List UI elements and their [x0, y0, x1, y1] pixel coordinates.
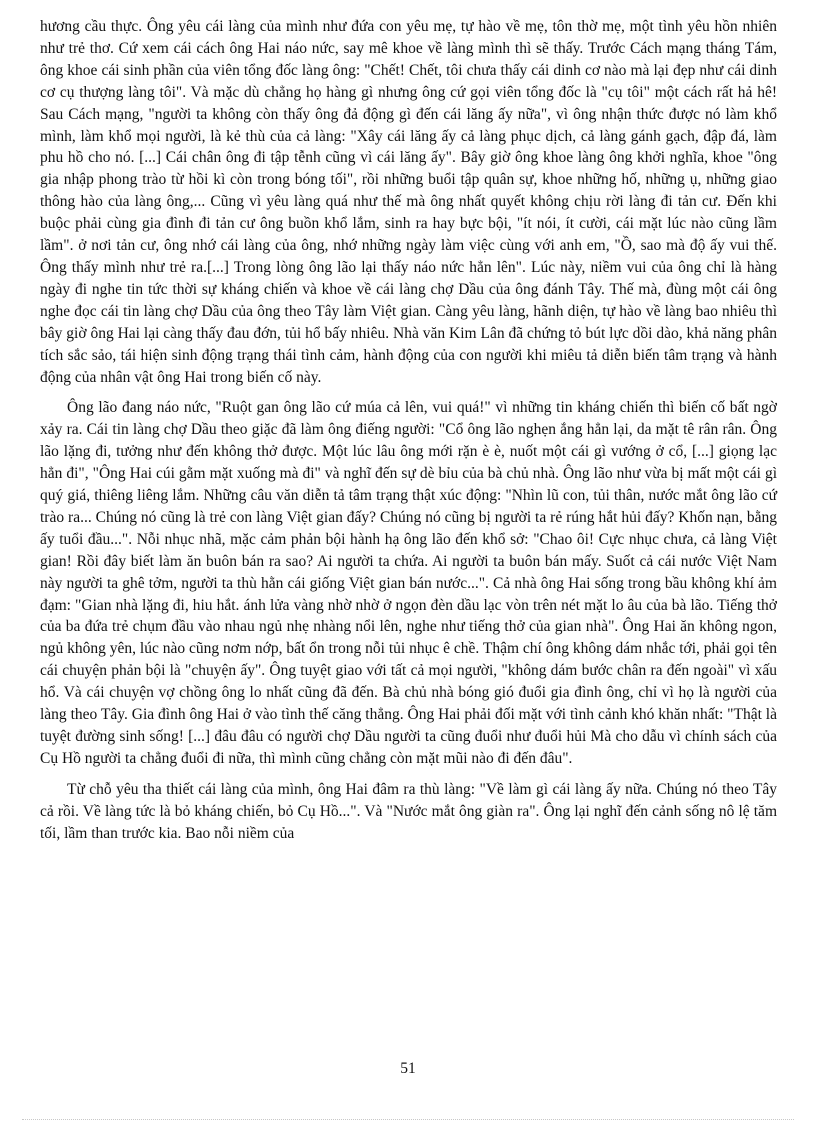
document-body	[40, 16, 777, 854]
page-number: 51	[400, 1060, 416, 1077]
paragraph-3: Từ chỗ yêu tha thiết cái làng của mình, ông Hai đâm ra thù làng: "Về làm gì cái làng ấy nữa. Chúng nó theo Tây cả rồi. Về làng tức là bỏ kháng chiến, bỏ Cụ Hồ...". Và "Nước mắt ông giàn ra". Ông lại nghĩ đến cảnh sống nô lệ tăm tối, lầm than trước kia. Bao nỗi niềm của	[40, 780, 777, 842]
paragraph-2: Ông lão đang náo nức, "Ruột gan ông lão cứ múa cả lên, vui quá!" vì những tin kháng chiến thì biến cố bất ngờ xảy ra. Cái tin làng chợ Dầu theo giặc đã làm ông điếng người: "Cổ ông lão nghẹn ắng hẳn lại, da mặt tê rân rân. Ông lão lặng đi, tưởng như đến không thở được. Một lúc lâu ông mới rặn è è, nuốt một cái gì vướng ở cổ, [...] giọng lạc hẳn đi", "Ông Hai cúi gằm mặt xuống mà đi" và nghĩ đến sự dè bỉu của bà chủ nhà. Ông lão như vừa bị mất một cái gì quý giá, thiêng liêng lắm. Những câu văn diễn tả tâm trạng thật xúc động: "Nhìn lũ con, tủi thân, nước mắt ông lão cứ trào ra... Chúng nó cũng là trẻ con làng Việt gian đấy? Chúng nó cũng bị người ta rẻ rúng hắt hủi đấy? Khốn nạn, bằng ấy tuổi đầu...". Nỗi nhục nhã, mặc cảm phản bội hành hạ ông lão đến khổ sở: "Chao ôi! Cực nhục chưa, cả làng Việt gian! Rồi đây biết làm ăn buôn bán ra sao? Ai người ta chứa. Ai người ta buôn bán mấy. Suốt cả cái nước Việt Nam này người ta ghê tởm, người ta thù hằn cái giống Việt gian bán nước...". Cả nhà ông Hai sống trong bầu không khí ảm đạm: "Gian nhà lặng đi, hiu hắt. ánh lửa vàng nhờ nhờ ở ngọn đèn dầu lạc vòn trên nét mặt lo âu của bà lão. Tiếng thở của ba đứa trẻ chụm đầu vào nhau ngủ nhẹ nhàng nổi lên, nghe như tiếng thở của gian nhà". Ông Hai ăn không ngon, ngủ không yên, lúc nào cũng nơm nớp, bất ổn trong nỗi tủi nhục ê chề. Thậm chí ông không dám nhắc tới, phải gọi tên cái chuyện phản bội là "chuyện ấy". Ông tuyệt giao với tất cả mọi người, "không dám bước chân ra đến ngoài" vì xấu hổ. Và cái chuyện vợ chồng ông lo nhất cũng đã đến. Bà chủ nhà bóng gió đuổi gia đình ông, chỉ vì họ là người của làng theo Tây. Gia đình ông Hai ở vào tình thế căng thẳng. Ông Hai phải đối mặt với tình cảnh khó khăn nhất: "Thật là tuyệt đường sinh sống! [...] đâu đâu có người chợ Dầu người ta cũng đuổi như đuổi hủi Mà cho dẫu vì chính sách của Cụ Hồ người ta chẳng đuổi đi nữa, thì mình cũng chẳng còn mặt mũi nào đi đến đâu".	[40, 399, 777, 767]
paragraph-1: hương cầu thực. Ông yêu cái làng của mình như đứa con yêu mẹ, tự hào về mẹ, tôn thờ mẹ, một tình yêu hồn nhiên như trẻ thơ. Cứ xem cái cách ông Hai náo nức, say mê khoe về làng mình thì sẽ thấy. Trước Cách mạng tháng Tám, ông khoe cái sinh phần của viên tổng đốc làng ông: "Chết! Chết, tôi chưa thấy cái dinh cơ nào mà lại đẹp như cái dinh cơ cụ thượng làng tôi". Và mặc dù chẳng họ hàng gì nhưng ông cứ gọi viên tổng đốc là "cụ tôi" một cách rất hả hê! Sau Cách mạng, "người ta không còn thấy ông đả động gì đến cái lăng ấy nữa", vì ông nhận thức được nó làm khổ mình, làm khổ mọi người, là kẻ thù của cả làng: "Xây cái lăng ấy cả làng phục dịch, cả làng gánh gạch, đập đá, làm phu hồ cho nó. [...] Cái chân ông đi tập tễnh cũng vì cái lăng ấy". Bây giờ ông khoe làng ông khởi nghĩa, khoe "ông gia nhập phong trào từ hồi kì còn trong bóng tối", rồi những buổi tập quân sự, khoe những hố, những ụ, những giao thông hào của làng ông,... Cũng vì yêu làng quá như thế mà ông nhất quyết không chịu rời làng đi tản cư. Đến khi buộc phải cùng gia đình đi tản cư ông buồn khổ lắm, sinh ra hay bực bội, "ít nói, ít cười, cái mặt lúc nào cũng lầm lầm". ở nơi tản cư, ông nhớ cái làng của ông, nhớ những ngày làm việc cùng với anh em, "Ồ, sao mà độ ấy vui thế. Ông thấy mình như trẻ ra.[...] Trong lòng ông lão lại thấy náo nức hẳn lên". Lúc này, niềm vui của ông chỉ là hàng ngày đi nghe tin tức thời sự kháng chiến và khoe về cái làng chợ Dầu của ông đánh Tây. Thế mà, đùng một cái ông nghe đọc cái tin làng chợ Dầu của ông theo Tây làm Việt gian. Càng yêu làng, hãnh diện, tự hào về làng bao nhiêu thì bây giờ ông Hai lại càng thấy đau đớn, tủi hổ bấy nhiêu. Nhà văn Kim Lân đã chứng tỏ bút lực dồi dào, khả năng phân tích sắc sảo, tái hiện sinh động trạng thái tình cảm, hành động của con người khi miêu tả diễn biến tâm trạng và hành động của nhân vật ông Hai trong biến cố này.	[40, 18, 777, 386]
page-bottom-divider	[22, 1119, 794, 1120]
